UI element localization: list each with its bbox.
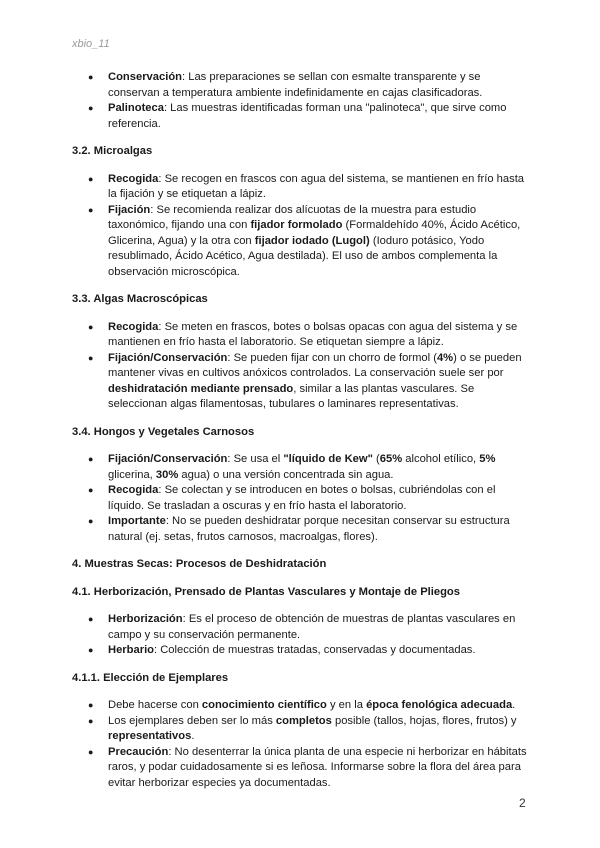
bullet-icon: ● bbox=[88, 700, 94, 710]
bullet-icon: ● bbox=[88, 485, 94, 495]
bullet-icon: ● bbox=[88, 746, 94, 757]
bold-term: Herbario bbox=[108, 644, 155, 656]
item-text: : Las muestras identificadas forman una "palinoteca", que sirve como referencia. bbox=[108, 102, 507, 130]
bullet-list bbox=[72, 612, 532, 659]
section bbox=[72, 585, 532, 659]
bold-term: conocimiento científico bbox=[201, 699, 327, 711]
bold-term: Recogida bbox=[108, 172, 159, 185]
bullet-icon: ● bbox=[88, 715, 94, 726]
bold-term: Precaución bbox=[108, 745, 169, 758]
section-heading: 4.1. Herborización, Prensado de Plantas Vasculares y Montaje de Pliegos bbox=[72, 585, 460, 598]
item-text: : Se meten en frascos, botes o bolsas opacas con agua del sistema y se mantienen en frío hasta el laboratorio. Se etiquetan siempre a lápiz. bbox=[108, 320, 518, 348]
section-heading: 4. Muestras Secas: Procesos de Deshidratación bbox=[72, 558, 327, 570]
item-text: : No se pueden deshidratar porque necesitan conservar su estructura natural (ej. setas, frutos carnosos, macroalgas, flores). bbox=[108, 515, 510, 543]
section-heading: 3.2. Microalgas bbox=[72, 145, 153, 157]
item-text: y en la bbox=[326, 699, 367, 711]
bold-term: Conservación bbox=[108, 71, 182, 83]
bullet-list bbox=[72, 172, 532, 281]
document-body bbox=[72, 70, 532, 791]
item-text: glicerina, bbox=[108, 468, 156, 481]
item-text: : Se usa el bbox=[227, 453, 284, 465]
bold-term: 30% bbox=[155, 468, 179, 481]
bullet-icon: ● bbox=[88, 72, 94, 82]
bullet-list bbox=[72, 70, 532, 132]
bullet-icon: ● bbox=[88, 173, 94, 184]
bullet-icon: ● bbox=[88, 614, 94, 624]
item-text: ( bbox=[372, 453, 380, 465]
list-item bbox=[72, 714, 532, 745]
section bbox=[72, 70, 532, 132]
list-item bbox=[72, 483, 532, 514]
bullet-icon: ● bbox=[88, 103, 94, 113]
section bbox=[72, 671, 532, 792]
bold-term: época fenológica adecuada bbox=[366, 699, 513, 711]
item-text: . bbox=[191, 730, 195, 742]
item-text: : No desenterrar la única planta de una especie ni herborizar en hábitats raros, y podar cuidadosamente si es leñosa. Informarse sobre la flora del área para evitar herborizar especies ya documentadas. bbox=[108, 745, 527, 789]
bullet-icon: ● bbox=[88, 204, 94, 215]
section-heading: 4.1.1. Elección de Ejemplares bbox=[72, 671, 229, 684]
item-text: alcohol etílico, bbox=[402, 453, 480, 465]
list-item bbox=[72, 643, 532, 659]
bold-term: Importante bbox=[108, 515, 166, 527]
item-text: ) o se pueden mantener vivas en cultivos anóxicos controlados. La conservación suele ser por bbox=[108, 351, 522, 379]
section bbox=[72, 425, 532, 546]
bold-term: fijador iodado (Lugol) bbox=[254, 234, 370, 247]
section-heading: 3.4. Hongos y Vegetales Carnosos bbox=[72, 425, 255, 438]
bullet-icon: ● bbox=[88, 516, 94, 526]
list-item bbox=[72, 351, 532, 413]
list-item bbox=[72, 203, 532, 281]
list-item bbox=[72, 172, 532, 203]
item-text: agua) o una versión concentrada sin agua. bbox=[178, 468, 394, 481]
bold-term: Recogida bbox=[108, 320, 159, 333]
document-header-id: xbio_11 bbox=[72, 38, 110, 50]
section-heading: 3.3. Algas Macroscópicas bbox=[72, 293, 208, 305]
item-text: Debe hacerse con bbox=[108, 699, 202, 711]
bold-term: deshidratación mediante prensado bbox=[108, 382, 294, 395]
item-text: : Es el proceso de obtención de muestras de plantas vasculares en campo y su conservación permanente. bbox=[108, 613, 516, 641]
bold-term: Herborización bbox=[108, 613, 183, 625]
section bbox=[72, 144, 532, 280]
bullet-icon: ● bbox=[88, 454, 94, 464]
bold-term: 5% bbox=[479, 453, 496, 465]
list-item bbox=[72, 698, 532, 714]
item-text: : Las preparaciones se sellan con esmalte transparente y se conservan a temperatura ambiente indefinidamente en cajas clasificadoras. bbox=[108, 71, 483, 99]
item-text: : Se pueden fijar con un chorro de formol ( bbox=[227, 351, 437, 364]
item-text: (Formaldehído 40%, Ácido Acético, Glicerina, Agua) y la otra con bbox=[108, 219, 521, 247]
bullet-list bbox=[72, 452, 532, 545]
item-text: : Se recomienda realizar dos alícuotas de la muestra para estudio taxonómico, fijando una con bbox=[108, 203, 477, 231]
bold-term: Recogida bbox=[108, 484, 159, 496]
item-text: . bbox=[512, 699, 516, 711]
bold-term: Palinoteca bbox=[108, 102, 164, 114]
bold-term: representativos bbox=[108, 730, 192, 742]
bold-term: "líquido de Kew" bbox=[283, 453, 373, 465]
list-item bbox=[72, 612, 532, 643]
list-item bbox=[72, 70, 532, 101]
bullet-list bbox=[72, 320, 532, 413]
item-text: : Se colectan y se introducen en botes o bolsas, cubriéndolas con el líquido. Se trasladan a oscuras y en frío hasta el laboratorio. bbox=[108, 484, 496, 512]
item-text: (Ioduro potásico, Yodo resublimado, Ácido Acético, Agua destilada). El uso de ambos complementa la observación microscópica. bbox=[108, 234, 498, 278]
bold-term: fijador formolado bbox=[250, 219, 343, 231]
item-text: : Colección de muestras tratadas, conservadas y documentadas. bbox=[154, 644, 476, 656]
item-text: : Se recogen en frascos con agua del sistema, se mantienen en frío hasta la fijación y se etiquetan a lápiz. bbox=[108, 172, 525, 200]
bold-term: Fijación/Conservación bbox=[108, 351, 228, 364]
list-item bbox=[72, 514, 532, 545]
page-number: 2 bbox=[519, 796, 526, 810]
bold-term: 4% bbox=[436, 351, 454, 364]
bold-term: completos bbox=[275, 714, 332, 727]
item-text: posible (tallos, hojas, flores, frutos) y bbox=[331, 714, 517, 727]
bold-term: Fijación bbox=[108, 203, 151, 216]
list-item bbox=[72, 452, 532, 483]
section bbox=[72, 557, 532, 573]
section bbox=[72, 292, 532, 413]
item-text: , similar a las plantas vasculares. Se seleccionan algas filamentosas, tubulares o laminares representativas. bbox=[108, 382, 475, 410]
bold-term: 65% bbox=[379, 453, 403, 465]
item-text: Los ejemplares deben ser lo más bbox=[108, 714, 276, 727]
bullet-icon: ● bbox=[88, 352, 94, 363]
bullet-list bbox=[72, 698, 532, 791]
list-item bbox=[72, 101, 532, 132]
bullet-icon: ● bbox=[88, 645, 94, 655]
bullet-icon: ● bbox=[88, 321, 94, 332]
list-item bbox=[72, 745, 532, 792]
list-item bbox=[72, 320, 532, 351]
bold-term: Fijación/Conservación bbox=[108, 453, 228, 465]
